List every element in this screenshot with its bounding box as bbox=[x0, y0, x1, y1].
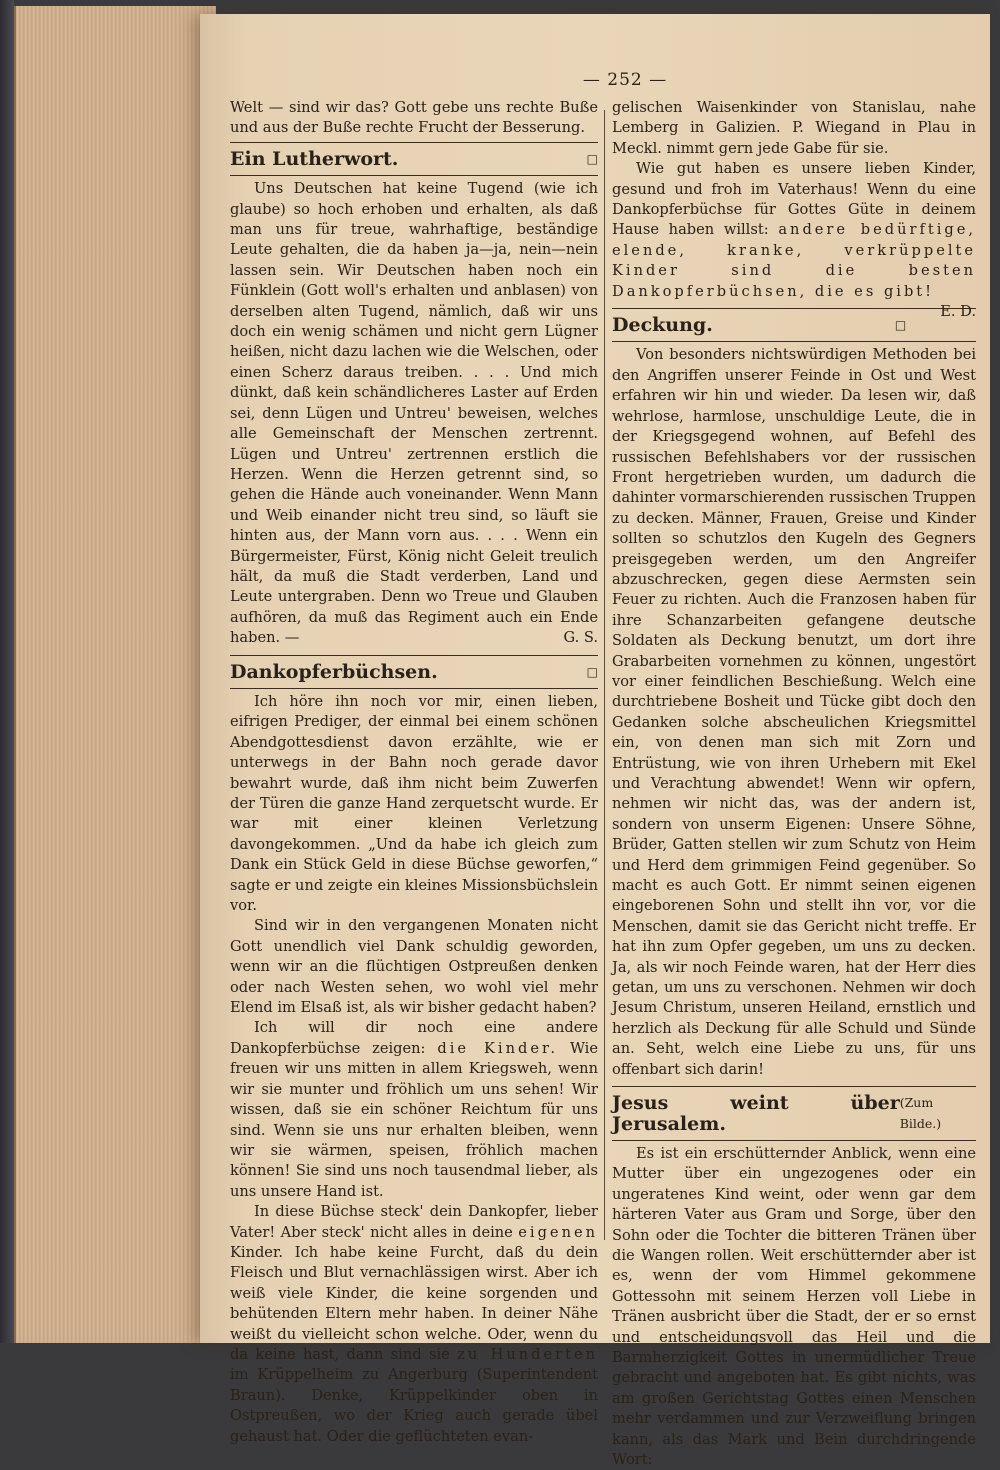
section-rule bbox=[230, 655, 598, 656]
column-divider bbox=[604, 110, 605, 1240]
page-stack-edge bbox=[14, 6, 216, 1343]
paragraph: Ich höre ihn noch vor mir, einen lieben, eifrigen Prediger, der einmal bei einem schönen Abendgottesdienst davon erzählte, wie er unterwegs in der Bahn noch gerade davor bewahrt wurde, daß ihm nicht beim Zuwerfen der Türen die ganze Hand zerquetscht wurde. Er war mit einer kleinen Verletzung davongekommen. „Und da habe ich gleich zum Dank ein Stück Geld in diese Büchse geworfen,“ sagte er und zeigte ein kleines Missionsbüchslein vor. bbox=[230, 692, 598, 915]
heading-title: Dankopferbüchsen. bbox=[230, 660, 438, 683]
intro-text: Welt — sind wir das? Gott gebe uns rechte Buße und aus der Buße rechte Frucht der Besserung. bbox=[230, 99, 598, 137]
emphasis-text: die Kinder. bbox=[437, 1039, 558, 1057]
section-rule bbox=[612, 1140, 976, 1141]
heading-jesus-weint bbox=[612, 1090, 976, 1137]
paragraph: Von besonders nichtswürdigen Methoden bei den Angriffen unserer Feinde in Ost und West erfahren wir hin und wieder. Da lesen wir, daß wehrlose, harmlose, unschuldige Leute, die in der Kriegsgegend wohnen, auf Befehl des russischen Befehlshabers vor der russischen Front hergetrieben wurden, um dadurch die dahinter vormarschierenden russischen Truppen zu decken. Männer, Frauen, Greise und Kinder sollten so schutzlos den Kugeln des Gegners preisgegeben werden, um den Angreifer abzuschrecken, gegen diese Aermsten sein Feuer zu richten. Auch die Franzosen haben für ihre Schanzarbeiten gefangene deutsche Soldaten als Deckung benutzt, um dort ihre Grabarbeiten vornehmen zu können, ungestört vor einer feindlichen Beschießung. Welch eine durchtriebene Bosheit und Tücke gibt doch den Gedanken solche abscheulichen Kriegsmittel ein, von denen man sich mit Zorn und Entrüstung, wie von ihren Urhebern mit Ekel und Verachtung abwendet! Wenn wir opfern, nehmen wir nicht das, was der andern ist, sondern von unserm Eigenen: Unsere Söhne, Brüder, Gatten stellen wir zum Schutz von Heim und Herd dem grimmigen Feind gegenüber. So macht es auch Gott. Er nimmt seinen eigenen eingeborenen Sohn und stellt ihn vor, vor die Menschen, damit sie das Gericht nicht treffe. Er hat ihn zum Opfer gegeben, um uns zu decken. Ja, als wir noch Feinde waren, hat der Herr dies getan, um uns zu verschonen. Nehmen wir doch Jesum Christum, unseren Heiland, ernstlich und herzlich als Deckung für alle Schuld und Sünde an. Seht, welch eine Liebe zu uns, für uns offenbart sich darin! bbox=[612, 346, 976, 1078]
heading-title: Jesus weint über Jerusalem. bbox=[612, 1092, 900, 1135]
paragraph bbox=[230, 1202, 598, 1447]
page-number: — 252 — bbox=[582, 70, 668, 90]
square-ornament-icon: □ bbox=[894, 318, 907, 333]
text-run: im Krüppelheim zu Angerburg (Superintendent Braun). Denke, Krüppelkinder oben in Ostpreußen, wo der Krieg auch gerade übel gehaust hat. Oder die geflüchteten evan- bbox=[230, 1366, 598, 1445]
article-text bbox=[230, 179, 598, 648]
book-spine bbox=[0, 0, 14, 1343]
paragraph: gelischen Waisenkinder von Stanislau, nahe Lemberg in Galizien. P. Wiegand in Plau in Meckl. nimmt gern jede Gabe für sie. bbox=[612, 99, 976, 157]
paragraph bbox=[230, 1018, 598, 1202]
text-run: Wie gut haben es unsere lieben Kinder, gesund und froh im Vaterhaus! Wenn du eine Dankopferbüchse für Gottes Güte in deinem Hause haben willst: bbox=[612, 160, 976, 239]
right-column bbox=[612, 98, 976, 1468]
text-run: Ich will dir noch eine andere Dankopferbüchse zeigen: bbox=[230, 1019, 598, 1057]
section-rule bbox=[230, 142, 598, 143]
article-text-luther: Uns Deutschen hat keine Tugend (wie ich glaube) so hoch erhoben und erhalten, als daß man uns für treue, wahrhaftige, beständige Leute gehalten, die da haben ja—ja, nein—nein lassen sein. Wir Deutschen haben noch ein Fünklein (Gott woll's erhalten und anblasen) von derselben alten Tugend, nämlich, daß wir uns doch ein wenig schämen und nicht gern Lügner heißen, nicht dazu lachen wie die Welschen, oder einen Scherz daraus treiben. . . . Und mich dünkt, daß kein schändlicheres Laster auf Erden sei, denn Lügen und Untreu' beweisen, welches alle Gemeinschaft der Menschen zertrennt. Lügen und Untreu' zertrennen erstlich die Herzen. Wenn die Herzen getrennt sind, so gehen die Hände auch voneinander. Wenn Mann und Weib einander nicht treu sind, so läuft sie hinten aus, der Mann vorn aus. . . . Wenn ein Bürgermeister, Fürst, König nicht Geleit treulich hält, da muß die Stadt verderben, Land und Leute untergraben. Denn wo Treue und Glauben aufhören, da muß das Regiment auch ein Ende haben. — bbox=[230, 180, 598, 647]
emphasis-text: andere bedürftige, elende, kranke, verkrüppelte Kinder sind die besten Dankopferbüchsen, die es gibt! bbox=[612, 221, 976, 300]
paragraph: Sind wir in den vergangenen Monaten nicht Gott unendlich viel Dank schuldig geworden, wenn wir an die flüchtigen Ostpreußen denken oder nach Westen sehen, wo wohl viel mehr Elend im Elsaß ist, als wir bisher gedacht haben? bbox=[230, 917, 598, 1017]
section-rule bbox=[230, 175, 598, 176]
emphasis-text: zu Hunderten bbox=[457, 1345, 599, 1363]
paragraph bbox=[612, 159, 976, 321]
emphasis-text: eigenen bbox=[518, 1223, 598, 1241]
heading-dankopferbuechsen bbox=[230, 659, 598, 685]
heading-title: Deckung. bbox=[612, 314, 713, 337]
section-rule bbox=[612, 1086, 976, 1087]
heading-note: (Zum Bilde.) bbox=[899, 1095, 942, 1131]
text-run: Kinder. Ich habe keine Furcht, daß du dein Fleisch und Blut vernachlässigen wirst. Aber ich weiß viele Kinder, die keine sorgenden und behütenden Eltern mehr haben. In deiner Nähe weißt du vielleicht schon welche. Oder, wenn du da keine hast, dann sind sie bbox=[230, 1243, 598, 1363]
heading-deckung bbox=[612, 312, 906, 338]
book-page bbox=[200, 14, 990, 1468]
heading-title: Ein Lutherwort. bbox=[230, 147, 399, 170]
paragraph: Es ist ein erschütternder Anblick, wenn eine Mutter über ein ungezogenes oder ein ungeratenes Kind weint, oder wenn gar dem härteren Vater aus Gram und Sorge, über den Sohn oder die Tochter die bitteren Tränen über die Wangen rollen. Weit erschütternder aber ist es, wenn der vom Himmel gekommene Gottessohn mit seinem Herzen voll Liebe in Tränen ausbricht über die Stadt, der er so ernst und entscheidungsvoll das Heil und die Barmherzigkeit Gottes in unermüdlicher Treue gebracht und angeboten hat. Es gibt nichts, was am großen Gerichtstag Gottes einen Menschen mehr verdammen und zur Verzweiflung bringen kann, als das Mark und Bein durchdringende Wort: bbox=[612, 1144, 976, 1468]
section-rule bbox=[230, 688, 598, 689]
square-ornament-icon: □ bbox=[586, 151, 598, 166]
text-run: Wie freuen wir uns mitten in allem Kriegsweh, wenn wir sie munter und fröhlich um uns sehen! Wir wissen, daß sie ein schöner Reichtum für uns sind. Wenn sie uns nur erhalten bleiben, wenn wir sie wärmen, speisen, fröhlich machen können! Sie sind uns noch tausendmal lieber, als uns unsere Hand ist. bbox=[230, 1039, 598, 1200]
heading-lutherwort bbox=[230, 146, 598, 172]
left-column bbox=[230, 98, 599, 1445]
text-run: In diese Büchse steck' dein Dankopfer, lieber Vater! Aber steck' nicht alles in deine bbox=[230, 1203, 598, 1241]
section-rule bbox=[612, 341, 976, 342]
signature: E. D. bbox=[940, 303, 976, 321]
square-ornament-icon: □ bbox=[586, 664, 598, 679]
signature: G. S. bbox=[563, 629, 598, 647]
